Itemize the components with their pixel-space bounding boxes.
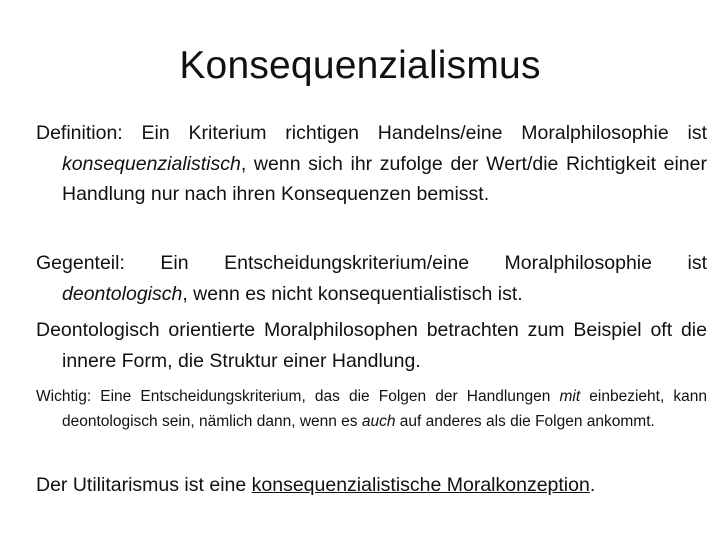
utilitarianism-underlined-term: konsequenzialistische Moralkonzeption [251, 474, 590, 496]
opposite-paragraph [36, 248, 707, 309]
slide-title: Konsequenzialismus [179, 44, 541, 87]
definition-paragraph [36, 118, 707, 210]
opposite-italic-term: deontologisch [62, 282, 183, 305]
opposite-text-start: Gegenteil: Ein Entscheidungskriterium/eine Moralphilosophie ist [36, 252, 707, 274]
utilitarianism-paragraph [36, 470, 707, 501]
note-text-a: Wichtig: Eine Entscheidungskriterium, das die Folgen der Handlungen [36, 388, 560, 405]
deontology-text: Deontologisch orientierte Moralphilosophen betrachten zum Beispiel oft die innere Form, die Struktur einer Handlung. [36, 319, 707, 372]
definition-text-end: , wenn sich ihr zufolge der Wert/die Richtigkeit einer Handlung nur nach ihren Konsequenzen bemisst. [62, 152, 707, 205]
definition-italic-term: konsequenzialistisch [62, 152, 241, 175]
note-text-b: einbezieht, kann deontologisch sein, nämlich dann, wenn es [62, 388, 707, 430]
utilitarianism-text-start: Der Utilitarismus ist eine [36, 474, 252, 496]
important-note-paragraph [36, 385, 707, 434]
definition-text-start: Definition: Ein Kriterium richtigen Handelns/eine Moralphilosophie ist [36, 122, 707, 144]
deontology-paragraph [36, 315, 707, 376]
note-italic-mit: mit [559, 388, 581, 405]
opposite-text-end: , wenn es nicht konsequentialistisch ist. [182, 282, 523, 305]
note-text-c: auf anderes als die Folgen ankommt. [395, 412, 655, 430]
utilitarianism-text-end: . [589, 474, 596, 496]
note-italic-auch: auch [361, 412, 396, 430]
